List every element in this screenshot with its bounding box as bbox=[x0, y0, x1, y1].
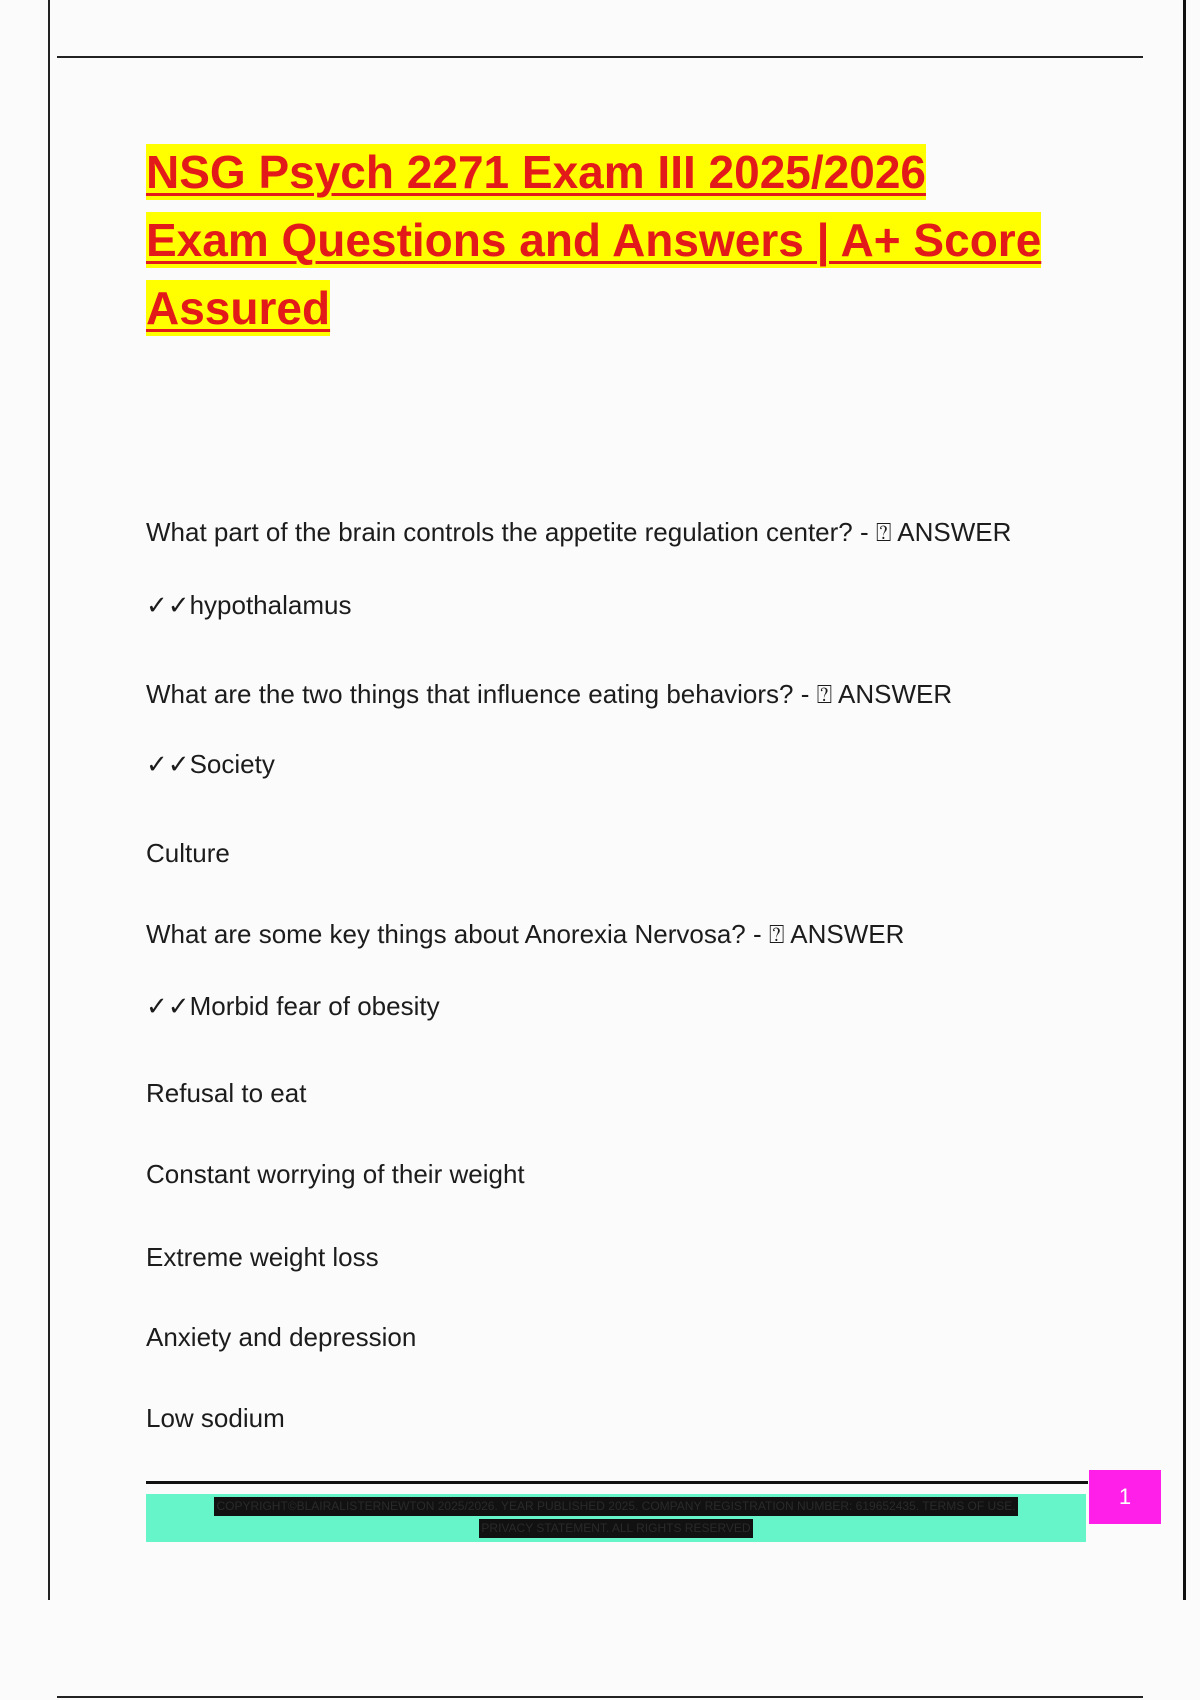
answer-3-item: Extreme weight loss bbox=[146, 1242, 379, 1272]
question-2: What are the two things that influence eating behaviors? - ⍰ ANSWER bbox=[146, 679, 953, 709]
title-line-3: Assured bbox=[146, 282, 331, 334]
answer-3-item: Constant worrying of their weight bbox=[146, 1159, 525, 1189]
page-number-badge: 1 bbox=[1089, 1470, 1161, 1524]
header-rule bbox=[57, 56, 1143, 58]
document-title bbox=[146, 140, 1106, 344]
answer-3-item: Refusal to eat bbox=[146, 1078, 307, 1108]
title-line-2: Exam Questions and Answers | A+ Score bbox=[146, 214, 1042, 266]
question-1: What part of the brain controls the appetite regulation center? - ⍰ ANSWER bbox=[146, 517, 1012, 547]
answer-2: ✓✓Society bbox=[146, 749, 275, 779]
next-page-rule bbox=[57, 1696, 1143, 1698]
answer-3-item: Low sodium bbox=[146, 1403, 285, 1433]
copyright-line-1: COPYRIGHT©BLAIRALISTERNEWTON 2025/2026. YEAR PUBLISHED 2025. COMPANY REGISTRATION NUMBER: 619652435. TERMS OF USE. bbox=[214, 1497, 1017, 1516]
title-line-1: NSG Psych 2271 Exam III 2025/2026 bbox=[146, 146, 926, 198]
copyright-line-2: PRIVACY STATEMENT. ALL RIGHTS RESERVED bbox=[479, 1519, 752, 1538]
answer-2-item: Culture bbox=[146, 838, 230, 868]
answer-3-item: Anxiety and depression bbox=[146, 1322, 417, 1352]
answer-3: ✓✓Morbid fear of obesity bbox=[146, 991, 440, 1021]
footer-rule bbox=[146, 1481, 1088, 1484]
copyright-footer bbox=[146, 1494, 1086, 1542]
page-border-left bbox=[48, 0, 50, 1600]
page-border-right bbox=[1183, 0, 1186, 1600]
question-3: What are some key things about Anorexia Nervosa? - ⍰ ANSWER bbox=[146, 919, 905, 949]
answer-1: ✓✓hypothalamus bbox=[146, 590, 352, 620]
